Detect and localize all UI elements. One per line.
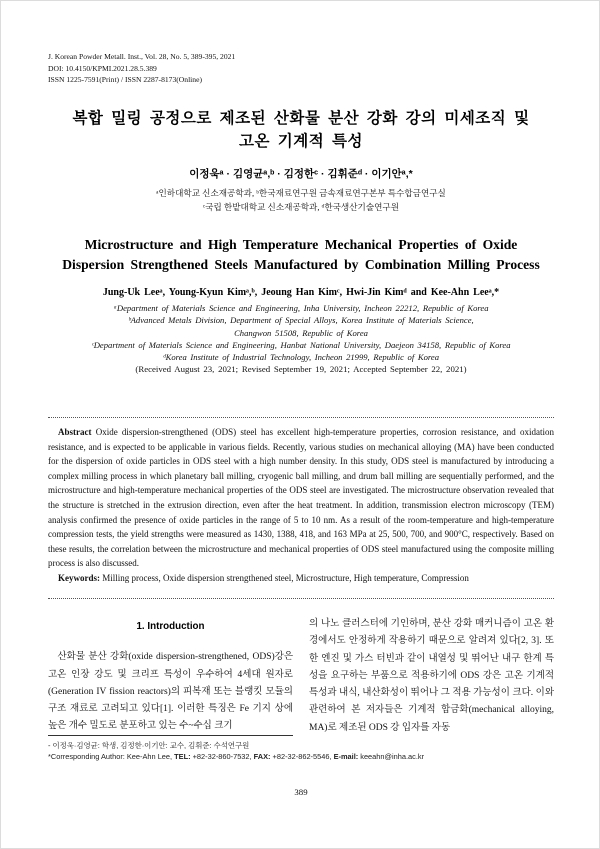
- english-affiliation-line: ᵈKorea Institute of Industrial Technology, Incheon 21999, Republic of Korea: [162, 352, 440, 363]
- fax-label: FAX:: [253, 752, 271, 761]
- author-roles-footnote: - 이정욱·김영균: 학생, 김정한·이기안: 교수, 김휘준: 수석연구원: [48, 741, 250, 750]
- korean-authors: 이정욱ᵃ · 김영균ᵃ,ᵇ · 김정한ᶜ · 김휘준ᵈ · 이기안ᵃ,*: [189, 168, 413, 180]
- email-label: E-mail:: [333, 752, 359, 761]
- received-dates: (Received August 23, 2021; Revised September 19, 2021; Accepted September 22, 2021): [135, 364, 467, 374]
- korean-title: [48, 107, 554, 153]
- abstract-label: Abstract: [58, 427, 92, 437]
- english-affiliation-line: Changwon 51508, Republic of Korea: [234, 327, 368, 338]
- introduction-right-column: [309, 616, 554, 737]
- footnote-divider: [48, 735, 293, 736]
- issn-line: ISSN 1225-7591(Print) / ISSN 2287-8173(Online): [48, 75, 202, 84]
- page-number: 389: [294, 787, 308, 797]
- english-title-line2: Dispersion Strengthened Steels Manufactured by Combination Milling Process: [62, 256, 540, 272]
- korean-title-line1: 복합 밀링 공정으로 제조된 산화물 분산 강화 강의 미세조직 및: [72, 110, 530, 127]
- english-authors: Jung-Uk Leeᵃ, Young-Kyun Kimᵃ,ᵇ, Jeoung Han Kimᶜ, Hwi-Jin Kimᵈ and Kee-Ahn Leeᵃ,*: [102, 287, 500, 298]
- journal-citation-line: J. Korean Powder Metall. Inst., Vol. 28, No. 5, 389-395, 2021: [48, 52, 236, 61]
- corresponding-author-line: [48, 751, 554, 762]
- introduction-left-column: [48, 616, 293, 736]
- journal-header: [48, 51, 235, 86]
- introduction-left-paragraph: 산화물 분산 강화(oxide dispersion-strengthened, ODS)강은 고온 인장 강도 및 크리프 특성이 우수하여 4세대 원자로(Generation IV fission reactors)의 피복재 또는 블랭킷 모듈의 구조 재료로 고려되고 있다[1]. 이러한 특징은 Fe 기지 상에 높은 개수 밀도로 분포하고 있는 수~수십 크기: [48, 652, 293, 732]
- keywords-line: [48, 571, 554, 586]
- keywords-text: Milling process, Oxide dispersion strengthened steel, Microstructure, High temperature, Compression: [100, 572, 469, 583]
- email-value: keeahn@inha.ac.kr: [358, 752, 425, 761]
- english-affiliation-line: ᶜDepartment of Materials Science and Engineering, Hanbat National University, Daejeon 34158, Republic of Korea: [91, 339, 511, 350]
- english-affiliations: [48, 302, 554, 363]
- korean-affiliations: [48, 187, 554, 214]
- fax-value: +82-32-862-5546,: [270, 752, 334, 761]
- english-title-line1: Microstructure and High Temperature Mechanical Properties of Oxide: [84, 237, 518, 252]
- korean-affiliation-line1: ᵃ인하대학교 신소재공학과, ᵇ한국재료연구원 금속재료연구본부 특수합금연구실: [156, 188, 446, 198]
- abstract-bottom-divider: [48, 598, 554, 599]
- abstract-body: Oxide dispersion-strengthened (ODS) steel has excellent high-temperature properties, corrosion resistance, and oxidation resistance, and is expected to be applicable in various fields. Recently, various studies on mechanical alloying (MA) have been conducted for the dispersion of oxide particles in ODS steel with a high number density. In this study, ODS steel is manufactured by introducing a complex milling process in which planetary ball milling, cryogenic ball milling, and drum ball milling are sequentially performed, and the microstructure and high-temperature mechanical properties of the ODS steel are investigated. The microstructure observation revealed that the structure is stretched in the extrusion direction, even after the heat treatment. In addition, transmission electron microscopy (TEM) analysis confirmed the presence of oxide particles in the range of 5 to 10 nm. As a result of the room-temperature and high-temperature compression tests, the yield strengths were measured as 1430, 1388, 418, and 163 MPa at 25, 500, 700, and 900°C, respectively. Based on these results, the correlation between the microstructure and mechanical properties of ODS steel manufactured using the composite milling process is also discussed.: [48, 427, 554, 569]
- tel-value: +82-32-860-7532,: [190, 752, 254, 761]
- abstract-paragraph: [48, 425, 554, 571]
- corresponding-author-prefix: *Corresponding Author: Kee-Ahn Lee,: [48, 752, 175, 761]
- footnote: [48, 740, 554, 762]
- korean-title-line2: 고온 기계적 특성: [239, 133, 363, 150]
- abstract-section: [48, 425, 554, 586]
- section-heading-introduction: 1. Introduction: [136, 621, 205, 632]
- abstract-top-divider: [48, 417, 554, 418]
- korean-affiliation-line2: ᶜ국립 한밭대학교 신소재공학과, ᵈ한국생산기술연구원: [202, 201, 400, 212]
- doi-line: DOI: 10.4150/KPMI.2021.28.5.389: [48, 63, 157, 73]
- english-affiliation-line: ᵃDepartment of Materials Science and Engineering, Inha University, Incheon 22212, Republic of Korea: [113, 303, 489, 313]
- introduction-right-paragraph: 의 나노 클러스터에 기인하며, 분산 강화 매커니즘이 고온 환경에서도 안정하게 작용하기 때문으로 알려져 있다[2, 3]. 또한 엔진 및 가스 터빈과 같이 내열성 및 뛰어난 내구 한계 특성을 요구하는 부품으로 적용하기에 ODS 강은 고온 기계적 특성과 내식, 내산화성이 뛰어나 그 적용 가능성이 크다. 이와 관련하여 본 저자들은 기계적 합금화(mechanical alloying, MA)로 제조된 ODS 강 입자를 자동: [309, 619, 554, 733]
- english-affiliation-line: ᵇAdvanced Metals Division, Department of Special Alloys, Korea Institute of Materials Science,: [128, 315, 474, 326]
- english-title: [48, 235, 554, 274]
- tel-label: TEL:: [174, 752, 191, 761]
- keywords-label: Keywords:: [58, 572, 100, 583]
